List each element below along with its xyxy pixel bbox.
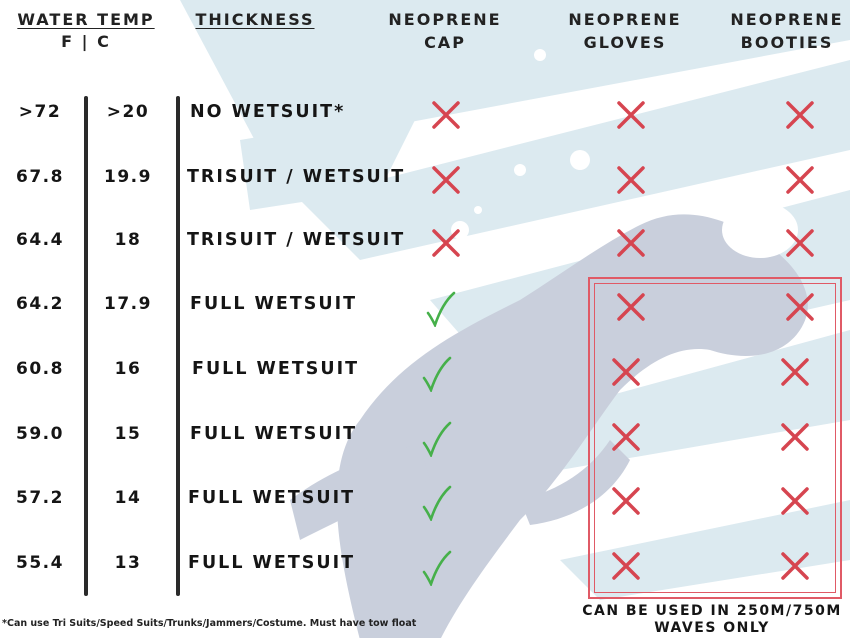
- temp-c: 18: [114, 230, 142, 250]
- cap-check-icon: [418, 550, 454, 586]
- cap-header: [380, 8, 510, 54]
- booties-header-line2: BOOTIES: [740, 33, 834, 52]
- gloves-header: [560, 8, 690, 54]
- thickness-value: NO WETSUIT*: [190, 102, 346, 122]
- gloves-cross-icon: [613, 225, 649, 261]
- temp-f: 60.8: [16, 359, 64, 379]
- gloves-header-line2: GLOVES: [583, 33, 667, 52]
- booties-cross-icon: [777, 354, 813, 390]
- cap-cross-icon: [428, 225, 464, 261]
- temp-c: 16: [114, 359, 142, 379]
- temp-c: 17.9: [104, 294, 152, 314]
- temp-f: 57.2: [16, 488, 64, 508]
- gloves-cross-icon: [608, 548, 644, 584]
- cap-header-line2: CAP: [424, 33, 466, 52]
- temp-c: 19.9: [104, 167, 152, 187]
- gloves-header-line1: NEOPRENE: [568, 10, 682, 29]
- thickness-value: TRISUIT / WETSUIT: [187, 167, 406, 187]
- waves-note: [572, 603, 850, 637]
- thickness-value: FULL WETSUIT: [190, 294, 358, 314]
- gloves-cross-icon: [613, 162, 649, 198]
- booties-cross-icon: [777, 548, 813, 584]
- gloves-cross-icon: [613, 97, 649, 133]
- temp-c: 15: [114, 424, 142, 444]
- temp-c: 14: [114, 488, 142, 508]
- thickness-value: FULL WETSUIT: [190, 424, 358, 444]
- booties-cross-icon: [782, 162, 818, 198]
- temp-c: 13: [114, 553, 142, 573]
- gloves-cross-icon: [608, 354, 644, 390]
- temp-f: 55.4: [16, 553, 64, 573]
- booties-header: [722, 8, 850, 54]
- water-temp-header: WATER TEMP: [17, 10, 155, 29]
- cap-check-icon: [422, 291, 458, 327]
- thickness-value: TRISUIT / WETSUIT: [187, 230, 406, 250]
- temp-f: 64.4: [16, 230, 64, 250]
- booties-cross-icon: [782, 225, 818, 261]
- booties-cross-icon: [782, 97, 818, 133]
- cap-check-icon: [418, 485, 454, 521]
- thickness-value: FULL WETSUIT: [192, 359, 360, 379]
- cap-check-icon: [418, 421, 454, 457]
- temp-f: 59.0: [16, 424, 64, 444]
- temp-c: >20: [106, 102, 150, 122]
- waves-note-line2: WAVES ONLY: [654, 620, 770, 636]
- waves-note-line1: CAN BE USED IN 250M/750M: [582, 603, 842, 619]
- footnote: *Can use Tri Suits/Speed Suits/Trunks/Jammers/Costume. Must have tow float: [2, 618, 417, 629]
- temp-f: 64.2: [16, 294, 64, 314]
- cap-cross-icon: [428, 162, 464, 198]
- cap-check-icon: [418, 356, 454, 392]
- gloves-cross-icon: [613, 289, 649, 325]
- thickness-value: FULL WETSUIT: [188, 553, 356, 573]
- units-header: F | C: [61, 32, 111, 51]
- temp-f: >72: [18, 102, 62, 122]
- booties-header-line1: NEOPRENE: [730, 10, 844, 29]
- booties-cross-icon: [777, 483, 813, 519]
- separator-c-thickness: [176, 96, 180, 596]
- cap-cross-icon: [428, 97, 464, 133]
- gloves-cross-icon: [608, 419, 644, 455]
- gloves-cross-icon: [608, 483, 644, 519]
- booties-cross-icon: [777, 419, 813, 455]
- thickness-header: THICKNESS: [195, 10, 315, 29]
- temp-f: 67.8: [16, 167, 64, 187]
- booties-cross-icon: [782, 289, 818, 325]
- thickness-value: FULL WETSUIT: [188, 488, 356, 508]
- cap-header-line1: NEOPRENE: [388, 10, 502, 29]
